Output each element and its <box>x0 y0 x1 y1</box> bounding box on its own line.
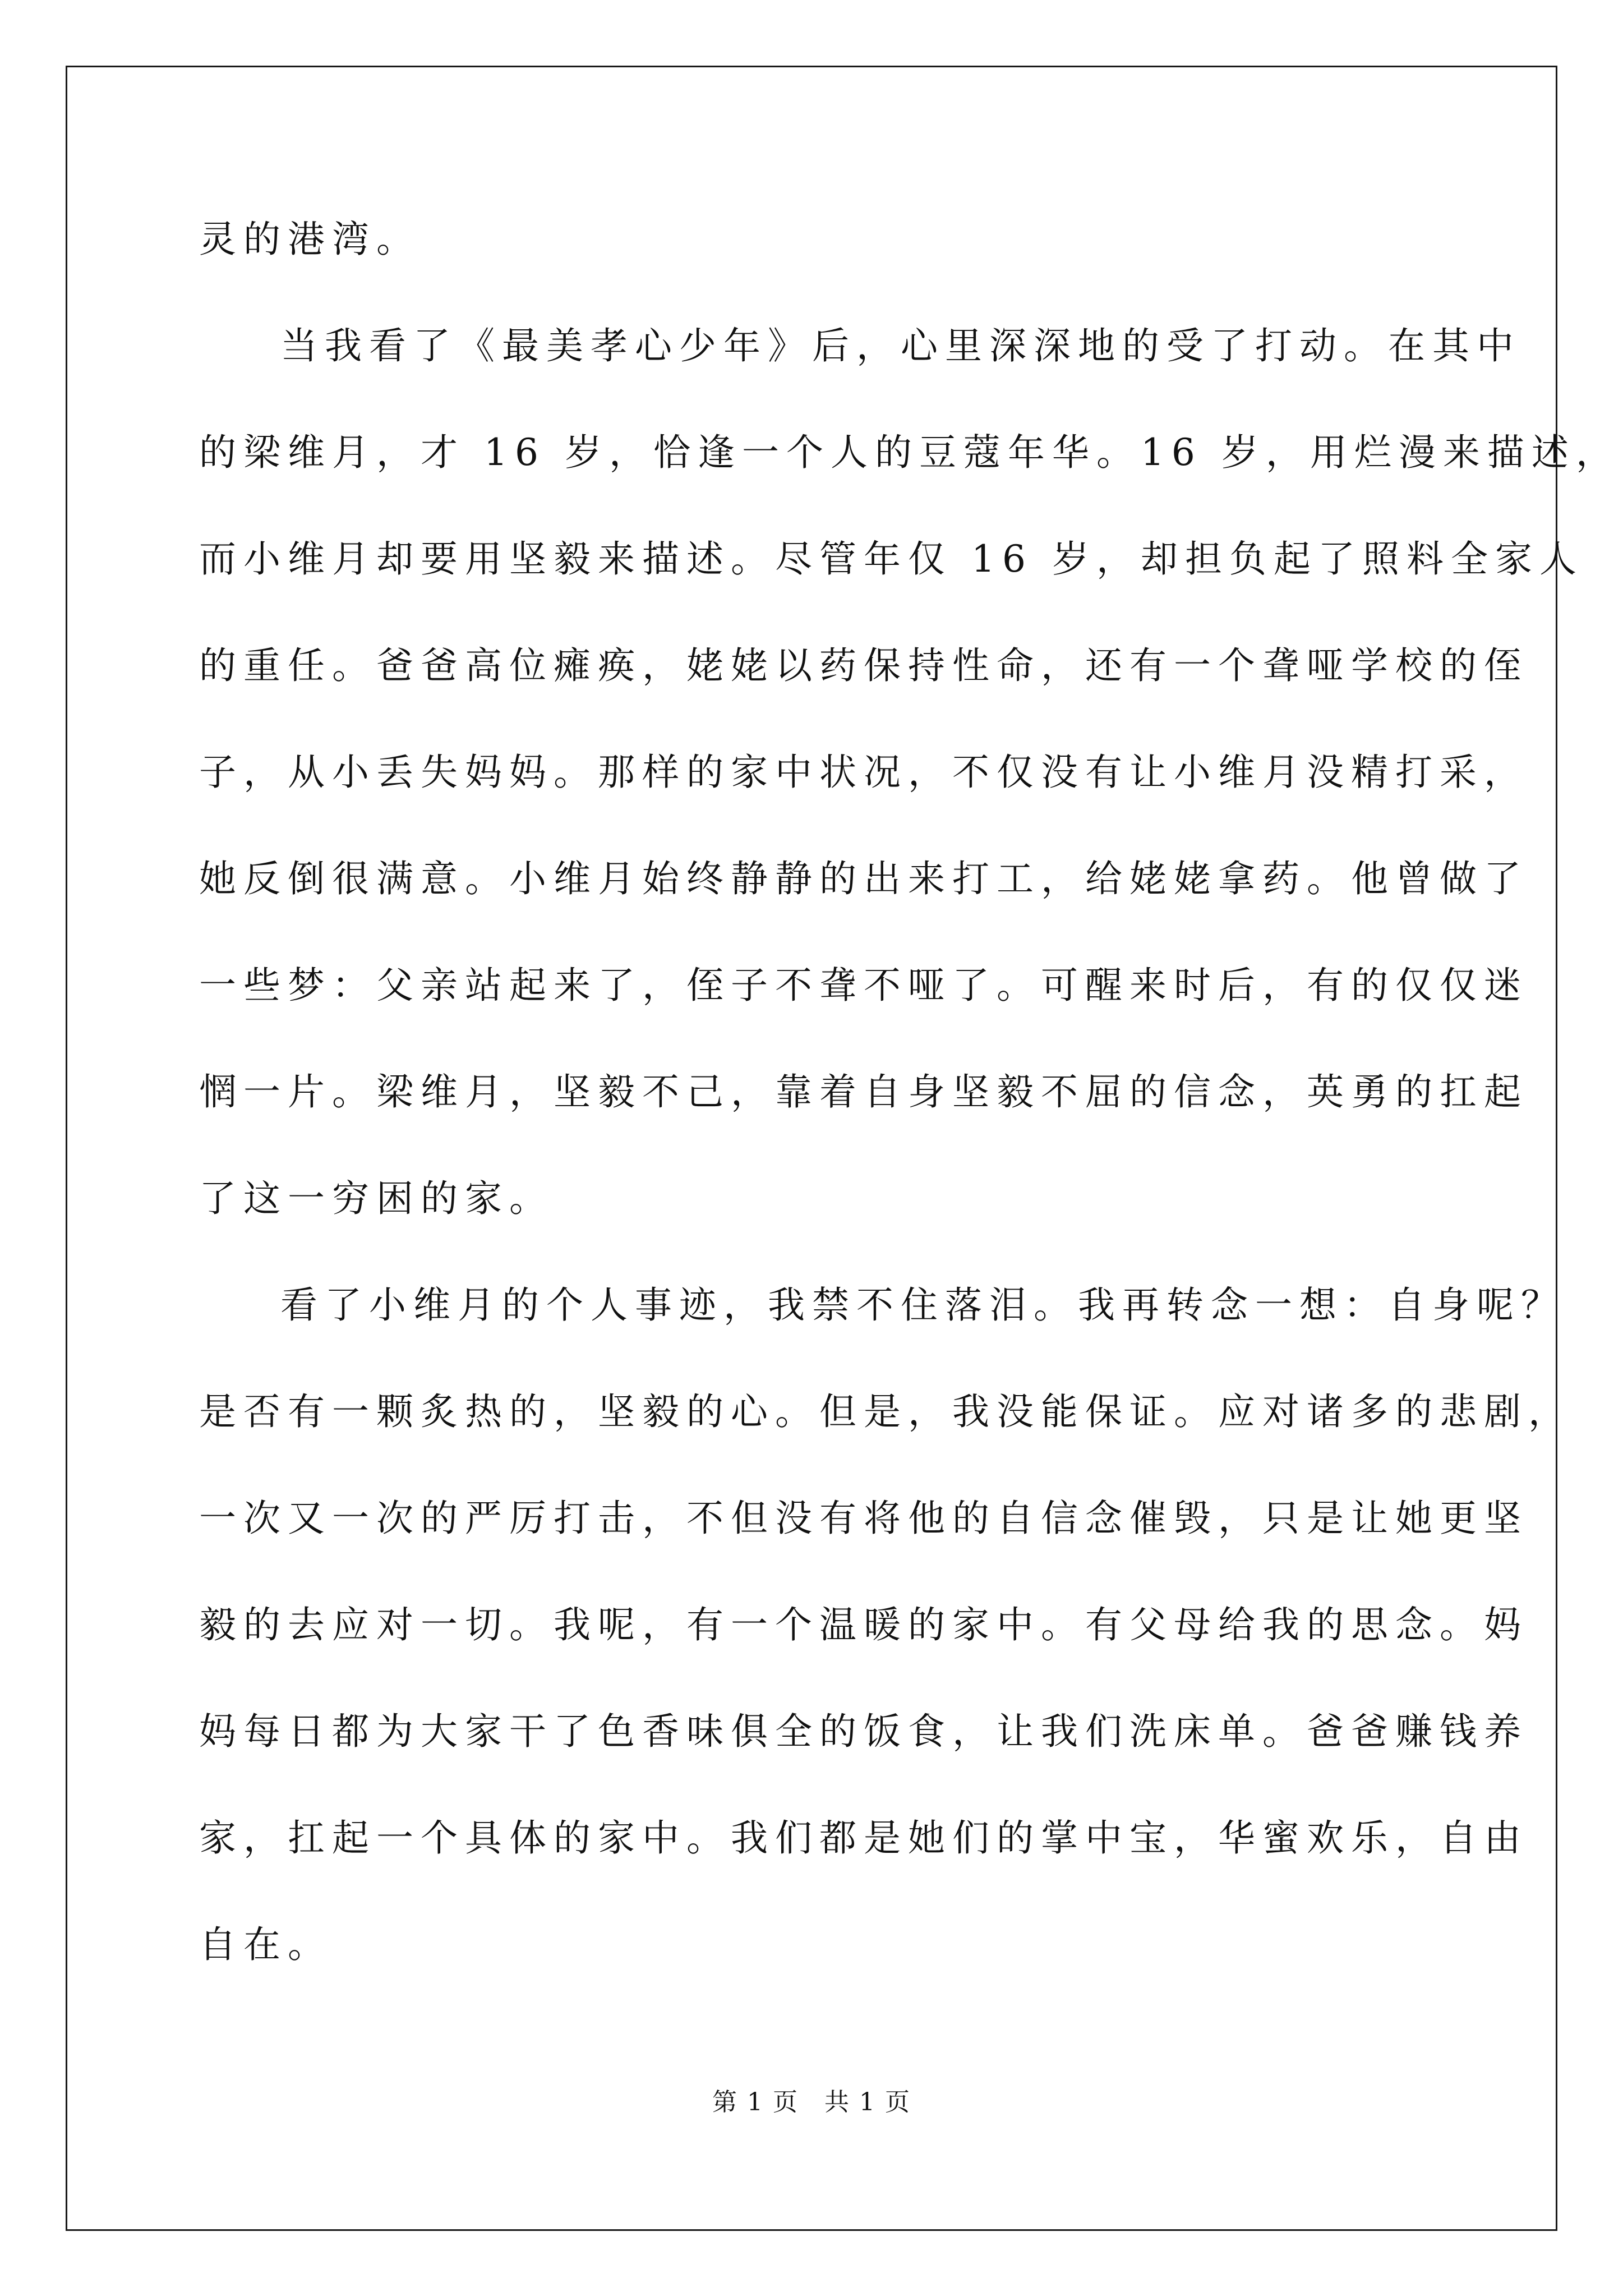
text-line: 一些梦：父亲站起来了，侄子不聋不哑了。可醒来时后，有的仅仅迷 <box>199 964 1528 1007</box>
text-line: 了这一穷困的家。 <box>199 1177 554 1220</box>
document-body <box>199 209 1620 2021</box>
text-line: 惘一片。梁维月，坚毅不己，靠着自身坚毅不屈的信念，英勇的扛起 <box>199 1070 1528 1114</box>
text-line: 毅的去应对一切。我呢，有一个温暖的家中。有父母给我的思念。妈 <box>199 1603 1528 1646</box>
text-line: 一次又一次的严厉打击，不但没有将他的自信念催毁，只是让她更坚 <box>199 1497 1528 1540</box>
text-line: 当我看了《最美孝心少年》后，心里深深地的受了打动。在其中 <box>280 324 1521 367</box>
text-line: 是否有一颗炙热的，坚毅的心。但是，我没能保证。应对诸多的悲剧， <box>199 1390 1573 1433</box>
text-line: 家，扛起一个具体的家中。我们都是她们的掌中宝，华蜜欢乐，自由 <box>199 1816 1528 1860</box>
text-line: 子，从小丢失妈妈。那样的家中状况，不仅没有让小维月没精打采， <box>199 751 1528 794</box>
text-line: 她反倒很满意。小维月始终静静的出来打工，给姥姥拿药。他曾做了 <box>199 857 1528 900</box>
text-line: 看了小维月的个人事迹，我禁不住落泪。我再转念一想：自身呢？ <box>280 1283 1565 1327</box>
text-line: 而小维月却要用坚毅来描述。尽管年仅 16 岁，却担负起了照料全家人 <box>199 537 1584 581</box>
page-footer <box>0 2086 1623 2119</box>
text-line: 灵的港湾。 <box>199 218 421 261</box>
text-line: 妈每日都为大家干了色香味俱全的饭食，让我们洗床单。爸爸赚钱养 <box>199 1710 1528 1753</box>
text-line: 自在。 <box>199 1923 332 1966</box>
text-line: 的梁维月，才 16 岁，恰逢一个人的豆蔻年华。16 岁，用烂漫来描述， <box>199 431 1620 474</box>
page-number-label: 第 1 页 共 1 页 <box>712 2088 911 2116</box>
text-line: 的重任。爸爸高位瘫痪，姥姥以药保持性命，还有一个聋哑学校的侄 <box>199 644 1528 687</box>
